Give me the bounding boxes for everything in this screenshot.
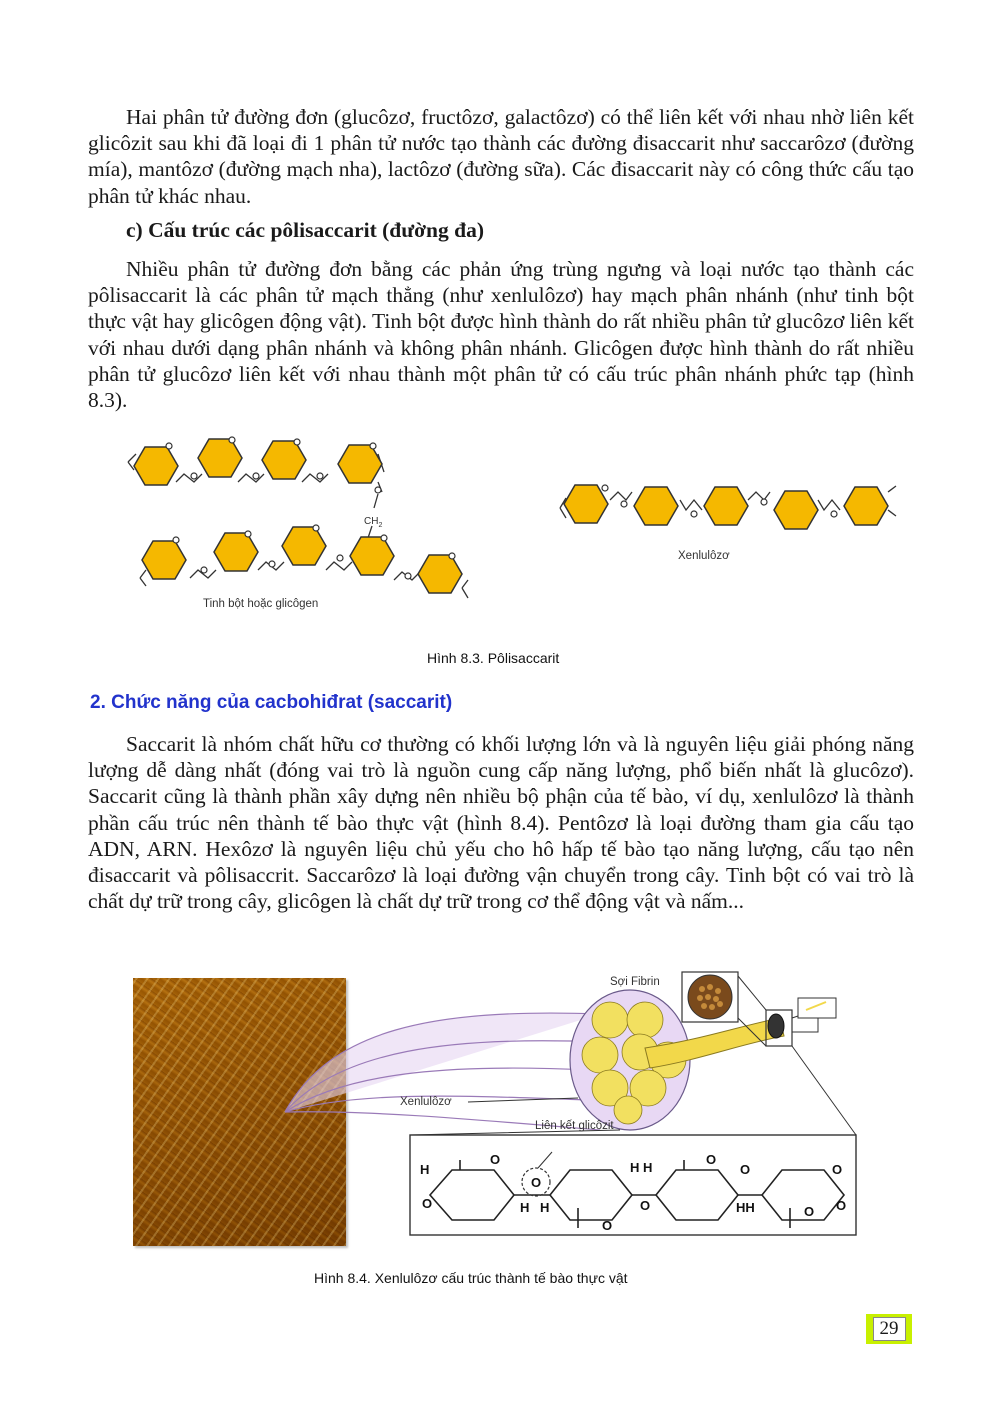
- fibril-strands: [285, 1013, 600, 1130]
- page-number-badge: [866, 1314, 912, 1344]
- figure-8-3-diagram: [0, 430, 1004, 660]
- glucose-ring: [214, 533, 258, 571]
- glucose-ring: [338, 445, 382, 483]
- glucose-ring: [774, 491, 818, 529]
- atom-label: O: [602, 1218, 613, 1233]
- ch2-label: $CH_2$: [364, 516, 383, 529]
- label-cellulose: Xenlulôzơ: [678, 550, 730, 562]
- glucose-ring: [198, 439, 242, 477]
- glucose-ring: [634, 487, 678, 525]
- atom-label: HH: [736, 1200, 755, 1215]
- atom-label: O: [804, 1204, 815, 1219]
- heading-polysaccharide-structure: c) Cấu trúc các pôlisaccarit (đường đa): [126, 218, 485, 242]
- glucose-ring: [282, 527, 326, 565]
- label-cellulose-fibril: Xenlulôzơ: [400, 1096, 452, 1108]
- paragraph-saccharide-function: Saccarit là nhóm chất hữu cơ thường có khối lượng lớn và là nguyên liệu giải phóng năng lượng dễ dàng nhất (đóng vai trò là nguồn cung cấp năng lượng, phổ biến nhất là glucôzơ). Saccarit cũng là thành phần xây dựng nên nhiều bộ phận của tế bào, ví dụ, xenlulôzơ là thành phần cấu trúc nên thành tế bào thực vật (hình 8.4). Pentôzơ là loại đường tham gia cấu tạo ADN, ARN. Hexôzơ là nguyên liệu chủ yếu cho hô hấp tế bào tạo năng lượng, cấu tạo nên đisaccarit và pôlisaccrit. Saccarôzơ là loại đường vận chuyển trong cây. Tinh bột có vai trò là chất dự trữ trong cây, glicôgen là chất dự trữ trong cơ thể động vật và nấm...: [88, 732, 914, 914]
- paragraph-polysaccharides: Nhiều phân tử đường đơn bằng các phản ứng trùng ngưng và loại nước tạo thành các pôlisaccarit là các phân tử mạch thẳng (như xenlulôzơ) hay mạch phân nhánh (như tinh bột thực vật hay glicôgen động vật). Tinh bột được hình thành do rất nhiều phân tử glucôzơ liên kết với nhau dưới dạng phân nhánh và không phân nhánh. Glicôgen được hình thành do rất nhiều phân tử glucôzơ liên kết với nhau thành một phân tử có cấu trúc phân nhánh phức tạp (hình 8.3).: [88, 257, 914, 413]
- atom-label: O: [740, 1162, 751, 1177]
- atom-label: O: [422, 1196, 433, 1211]
- figure-8-4-diagram: [0, 960, 1004, 1260]
- atom-label: H H: [630, 1160, 653, 1175]
- glucose-ring: [134, 447, 178, 485]
- atom-label: H: [420, 1162, 430, 1177]
- label-glycosidic-bond: Liên kết glicôzit: [535, 1120, 614, 1132]
- glucose-ring: [844, 487, 888, 525]
- label-starch-glycogen: Tinh bột hoặc glicôgen: [203, 598, 319, 610]
- page-number: 29: [873, 1317, 906, 1341]
- caption-figure-8-3: Hình 8.3. Pôlisaccarit: [427, 650, 560, 666]
- atom-label: O: [640, 1198, 651, 1213]
- heading-carbohydrate-function: 2. Chức năng của cacbohiđrat (saccarit): [90, 692, 453, 713]
- glucose-ring: [262, 441, 306, 479]
- atom-label: H: [520, 1200, 530, 1215]
- glucose-ring: [564, 485, 608, 523]
- atom-label: H: [540, 1200, 550, 1215]
- label-fibrin-fiber: Sợi Fibrin: [610, 976, 660, 988]
- atom-label: O: [706, 1152, 717, 1167]
- glucose-ring: [418, 555, 462, 593]
- atom-label: O: [836, 1198, 847, 1213]
- atom-label: O: [832, 1162, 843, 1177]
- caption-figure-8-4: Hình 8.4. Xenlulôzơ cấu trúc thành tế bào thực vật: [314, 1270, 628, 1286]
- starch-bottom-chain: [140, 562, 468, 598]
- paragraph-disaccharides: Hai phân tử đường đơn (glucôzơ, fructôzơ, galactôzơ) có thể liên kết với nhau nhờ liên kết glicôzit sau khi đã loại đi 1 phân tử nước tạo thành các đường đisaccarit như saccarôzơ (đường mía), mantôzơ (đường mạch nha), lactôzơ (đường sữa). Các đisaccarit này có công thức cấu tạo phân tử khác nhau.: [88, 105, 914, 208]
- glucose-ring: [350, 537, 394, 575]
- atom-label: O: [490, 1152, 501, 1167]
- atom-label: O: [531, 1175, 542, 1190]
- glucose-ring: [142, 541, 186, 579]
- glucose-ring: [704, 487, 748, 525]
